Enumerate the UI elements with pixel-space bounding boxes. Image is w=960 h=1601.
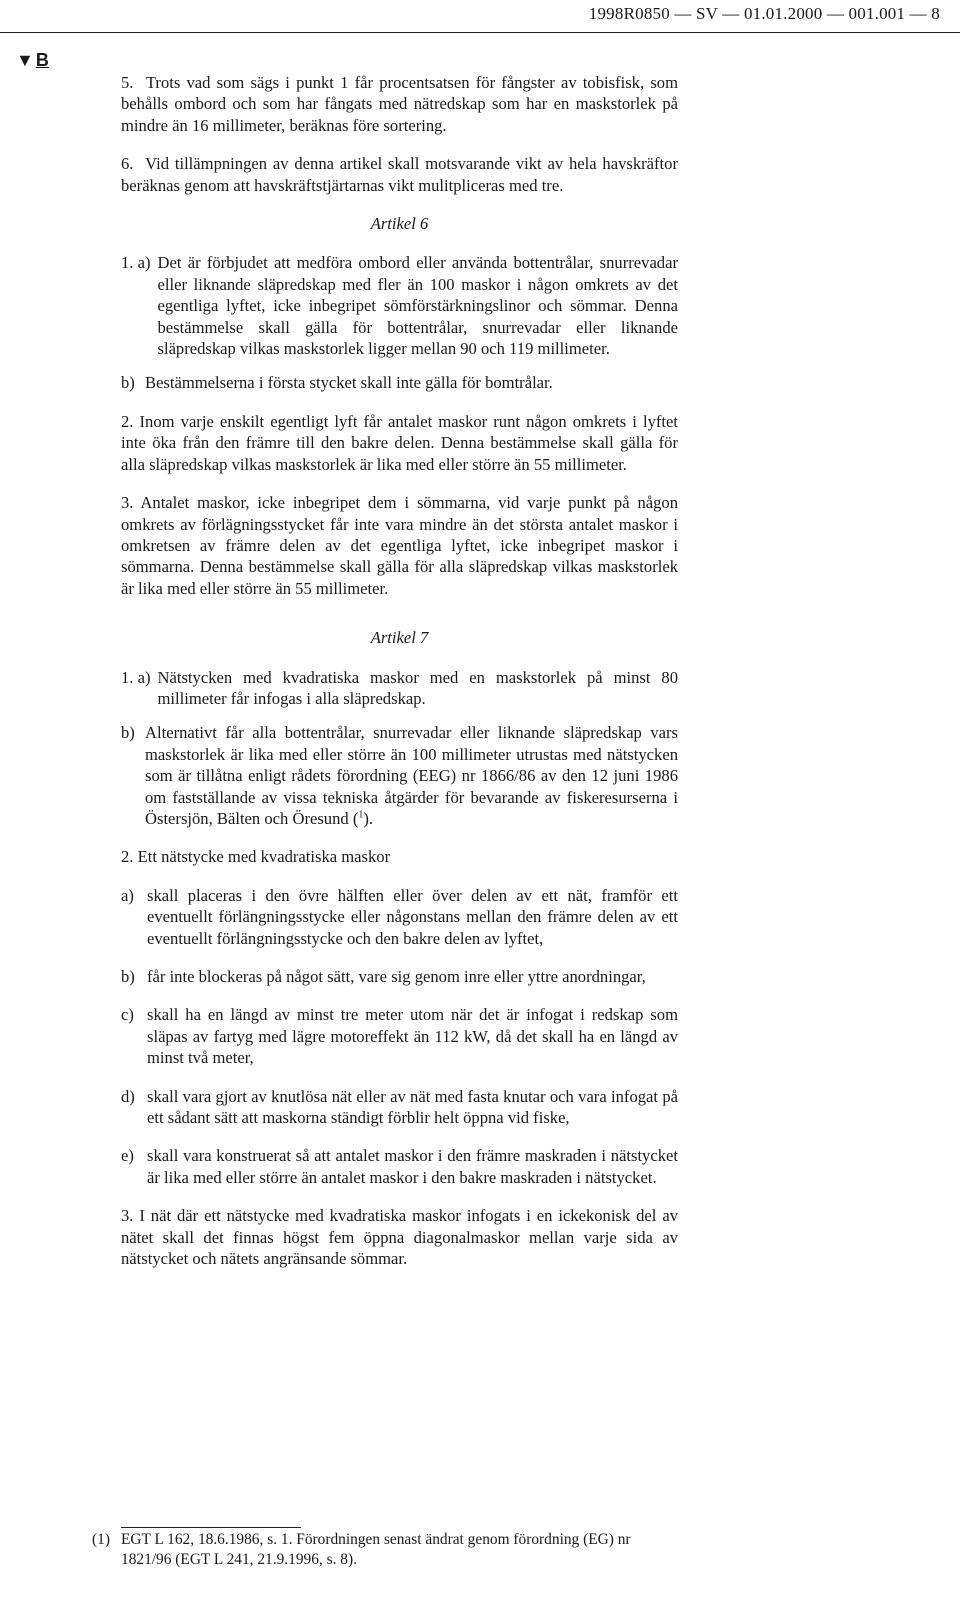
article-6-point-1b — [121, 372, 678, 393]
footnote-divider — [121, 1527, 301, 1528]
article-7-point-1a-label: 1. a) — [121, 667, 151, 687]
footnote-text: EGT L 162, 18.6.1986, s. 1. Förordningen senast ändrat genom förordning (EG) nr 1821/96 (EGT L 241, 21.9.1996, s. 8). — [121, 1531, 631, 1568]
article-6-point-2: 2. Inom varje enskilt egentligt lyft får antalet maskor runt någon omkrets i lyftet inte öka från den främre till den bakre delen. Denna bestämmelse skall gälla för alla släpredskap vilkas maskstorlek är lika med eller större än 55 millimeter. — [121, 411, 678, 474]
list-item-c-label: c) — [121, 1005, 134, 1025]
triangle-down-icon: ▼ — [16, 50, 34, 70]
list-item-d — [121, 1086, 678, 1129]
document-reference-header: 1998R0850 — SV — 01.01.2000 — 001.001 — 8 — [588, 4, 940, 23]
article-6-point-1a — [121, 252, 678, 359]
article-7-heading: Artikel 7 — [370, 628, 429, 648]
article-6-point-1a-text: Det är förbjudet att medföra ombord eller använda bottentrålar, snurrevadar eller liknande släpredskap med fler än 100 maskor i någon omkrets av det egentliga lyftet, icke inbegripet sömförstärkningslinor och sömmar. Denna bestämmelse skall gälla för bottentrålar, snurrevadar eller liknande släpredskap vilkas maskstorlek ligger mellan 90 och 119 millimeter. — [157, 253, 678, 359]
list-item-c — [121, 1004, 678, 1068]
article-7-point-1b — [121, 722, 678, 829]
amendment-marker-letter: B — [35, 50, 49, 70]
list-item-e — [121, 1145, 678, 1188]
list-item-b-label: b) — [121, 967, 135, 986]
list-item-d-text: skall vara gjort av knutlösa nät eller av nät med fasta knutar och vara infogat på ett sådant sätt att maskorna ständigt förblir helt öppna vid fiske, — [147, 1086, 678, 1128]
paragraph-5 — [121, 72, 678, 136]
footnote — [92, 1530, 678, 1570]
article-6-heading: Artikel 6 — [370, 214, 429, 234]
list-item-a — [121, 885, 678, 949]
paragraph-6 — [121, 153, 678, 196]
paragraph-5-text: Trots vad som sägs i punkt 1 får procentsatsen för fångster av tobisfisk, som behålls ombord och som har fångats med nätredskap som har en maskstorlek på mindre än 16 millimeter, beräknas före sortering. — [121, 73, 678, 135]
article-7-point-1b-text: Alternativt får alla bottentrålar, snurrevadar eller liknande släpredskap vars maskstorlek är lika med eller större än 100 millimeter utrustas med nätstycken som är tillåtna enligt rådets förordning (EEG) nr 1866/86 av den 12 juni 1986 om fastställande av vissa tekniska åtgärder för bevarande av fiskeresurserna i Östersjön, Bälten och Öresund — [145, 723, 678, 828]
article-7-point-1a — [121, 667, 678, 710]
article-7-point-1b-body: Alternativt får alla bottentrålar, snurrevadar eller liknande släpredskap vars maskstorlek är lika med eller större än 100 millimeter utrustas med nätstycken som är tillåtna enligt rådets förordning (EEG) nr 1866/86 av den 12 juni 1986 om fastställande av vissa tekniska åtgärder för bevarande av fiskeresurserna i Östersjön, Bälten och Öresund ($^1$). — [145, 723, 678, 828]
article-6-point-1b-text: Bestämmelserna i första stycket skall inte gälla för bomtrålar. — [145, 373, 553, 393]
footnote-mark: (1) — [92, 1531, 110, 1548]
list-item-d-label: d) — [121, 1086, 135, 1106]
article-7-point-1b-end: . — [368, 808, 374, 828]
list-item-e-text: skall vara konstruerat så att antalet maskor i den främre maskraden i nätstycket är lika med eller större än antalet maskor i den bakre maskraden i nätstycket. — [147, 1146, 678, 1187]
list-item-b — [121, 966, 678, 987]
paragraph-6-text: Vid tillämpningen av denna artikel skall motsvarande vikt av hela havskräftor beräknas genom att havskräftstjärtarnas vikt mulitpliceras med tre. — [121, 154, 678, 195]
article-6-point-3: 3. Antalet maskor, icke inbegripet dem i sömmarna, vid varje punkt på någon omkrets av förlägningsstycket får inte vara mindre än det största antalet maskor i omkretsen av främre delen av det egentliga lyftet, icke inbegripet maskor i sömmarna. Denna bestämmelse skall gälla för alla släpredskap vilkas maskstorlek är lika med eller större än 55 millimeter. — [121, 493, 678, 598]
list-item-e-label: e) — [121, 1146, 134, 1166]
paragraph-6-number: 6. — [121, 154, 134, 174]
article-6-point-1b-label: b) — [121, 373, 135, 393]
list-item-a-label: a) — [121, 885, 134, 905]
list-item-c-text: skall ha en längd av minst tre meter utom när det är infogat i redskap som släpas av fartyg med lägre motoreffekt än 112 kW, då det skall ha en längd av minst två meter, — [147, 1005, 678, 1068]
article-7-point-1b-label: b) — [121, 723, 135, 743]
list-item-b-text: får inte blockeras på något sätt, vare sig genom inre eller yttre anordningar, — [147, 967, 646, 986]
header-divider — [0, 32, 960, 33]
article-7-point-3: 3. I nät där ett nätstycke med kvadratiska maskor infogats i en ickekonisk del av nätet skall det finnas högst fem öppna diagonalmaskor mellan varje sida av nätstycket och nätets angränsande sömmar. — [121, 1206, 678, 1269]
document-body — [121, 72, 678, 1286]
amendment-marker — [16, 50, 49, 71]
paragraph-5-number: 5. — [121, 73, 134, 92]
footnote-reference[interactable]: 1 — [358, 809, 364, 821]
article-6-point-1a-label: 1. a) — [121, 253, 151, 273]
article-7-point-2-intro: 2. Ett nätstycke med kvadratiska maskor — [121, 847, 391, 867]
article-7-point-1a-text: Nätstycken med kvadratiska maskor med en maskstorlek på minst 80 millimeter får infogas i alla släpredskap. — [157, 667, 678, 708]
list-item-a-text: skall placeras i den övre hälften eller över delen av ett nät, framför ett eventuellt förlängningsstycke eller någonstans mellan den främre delen av ett eventuellt förlängningsstycke och den bakre delen av lyftet, — [147, 885, 678, 948]
